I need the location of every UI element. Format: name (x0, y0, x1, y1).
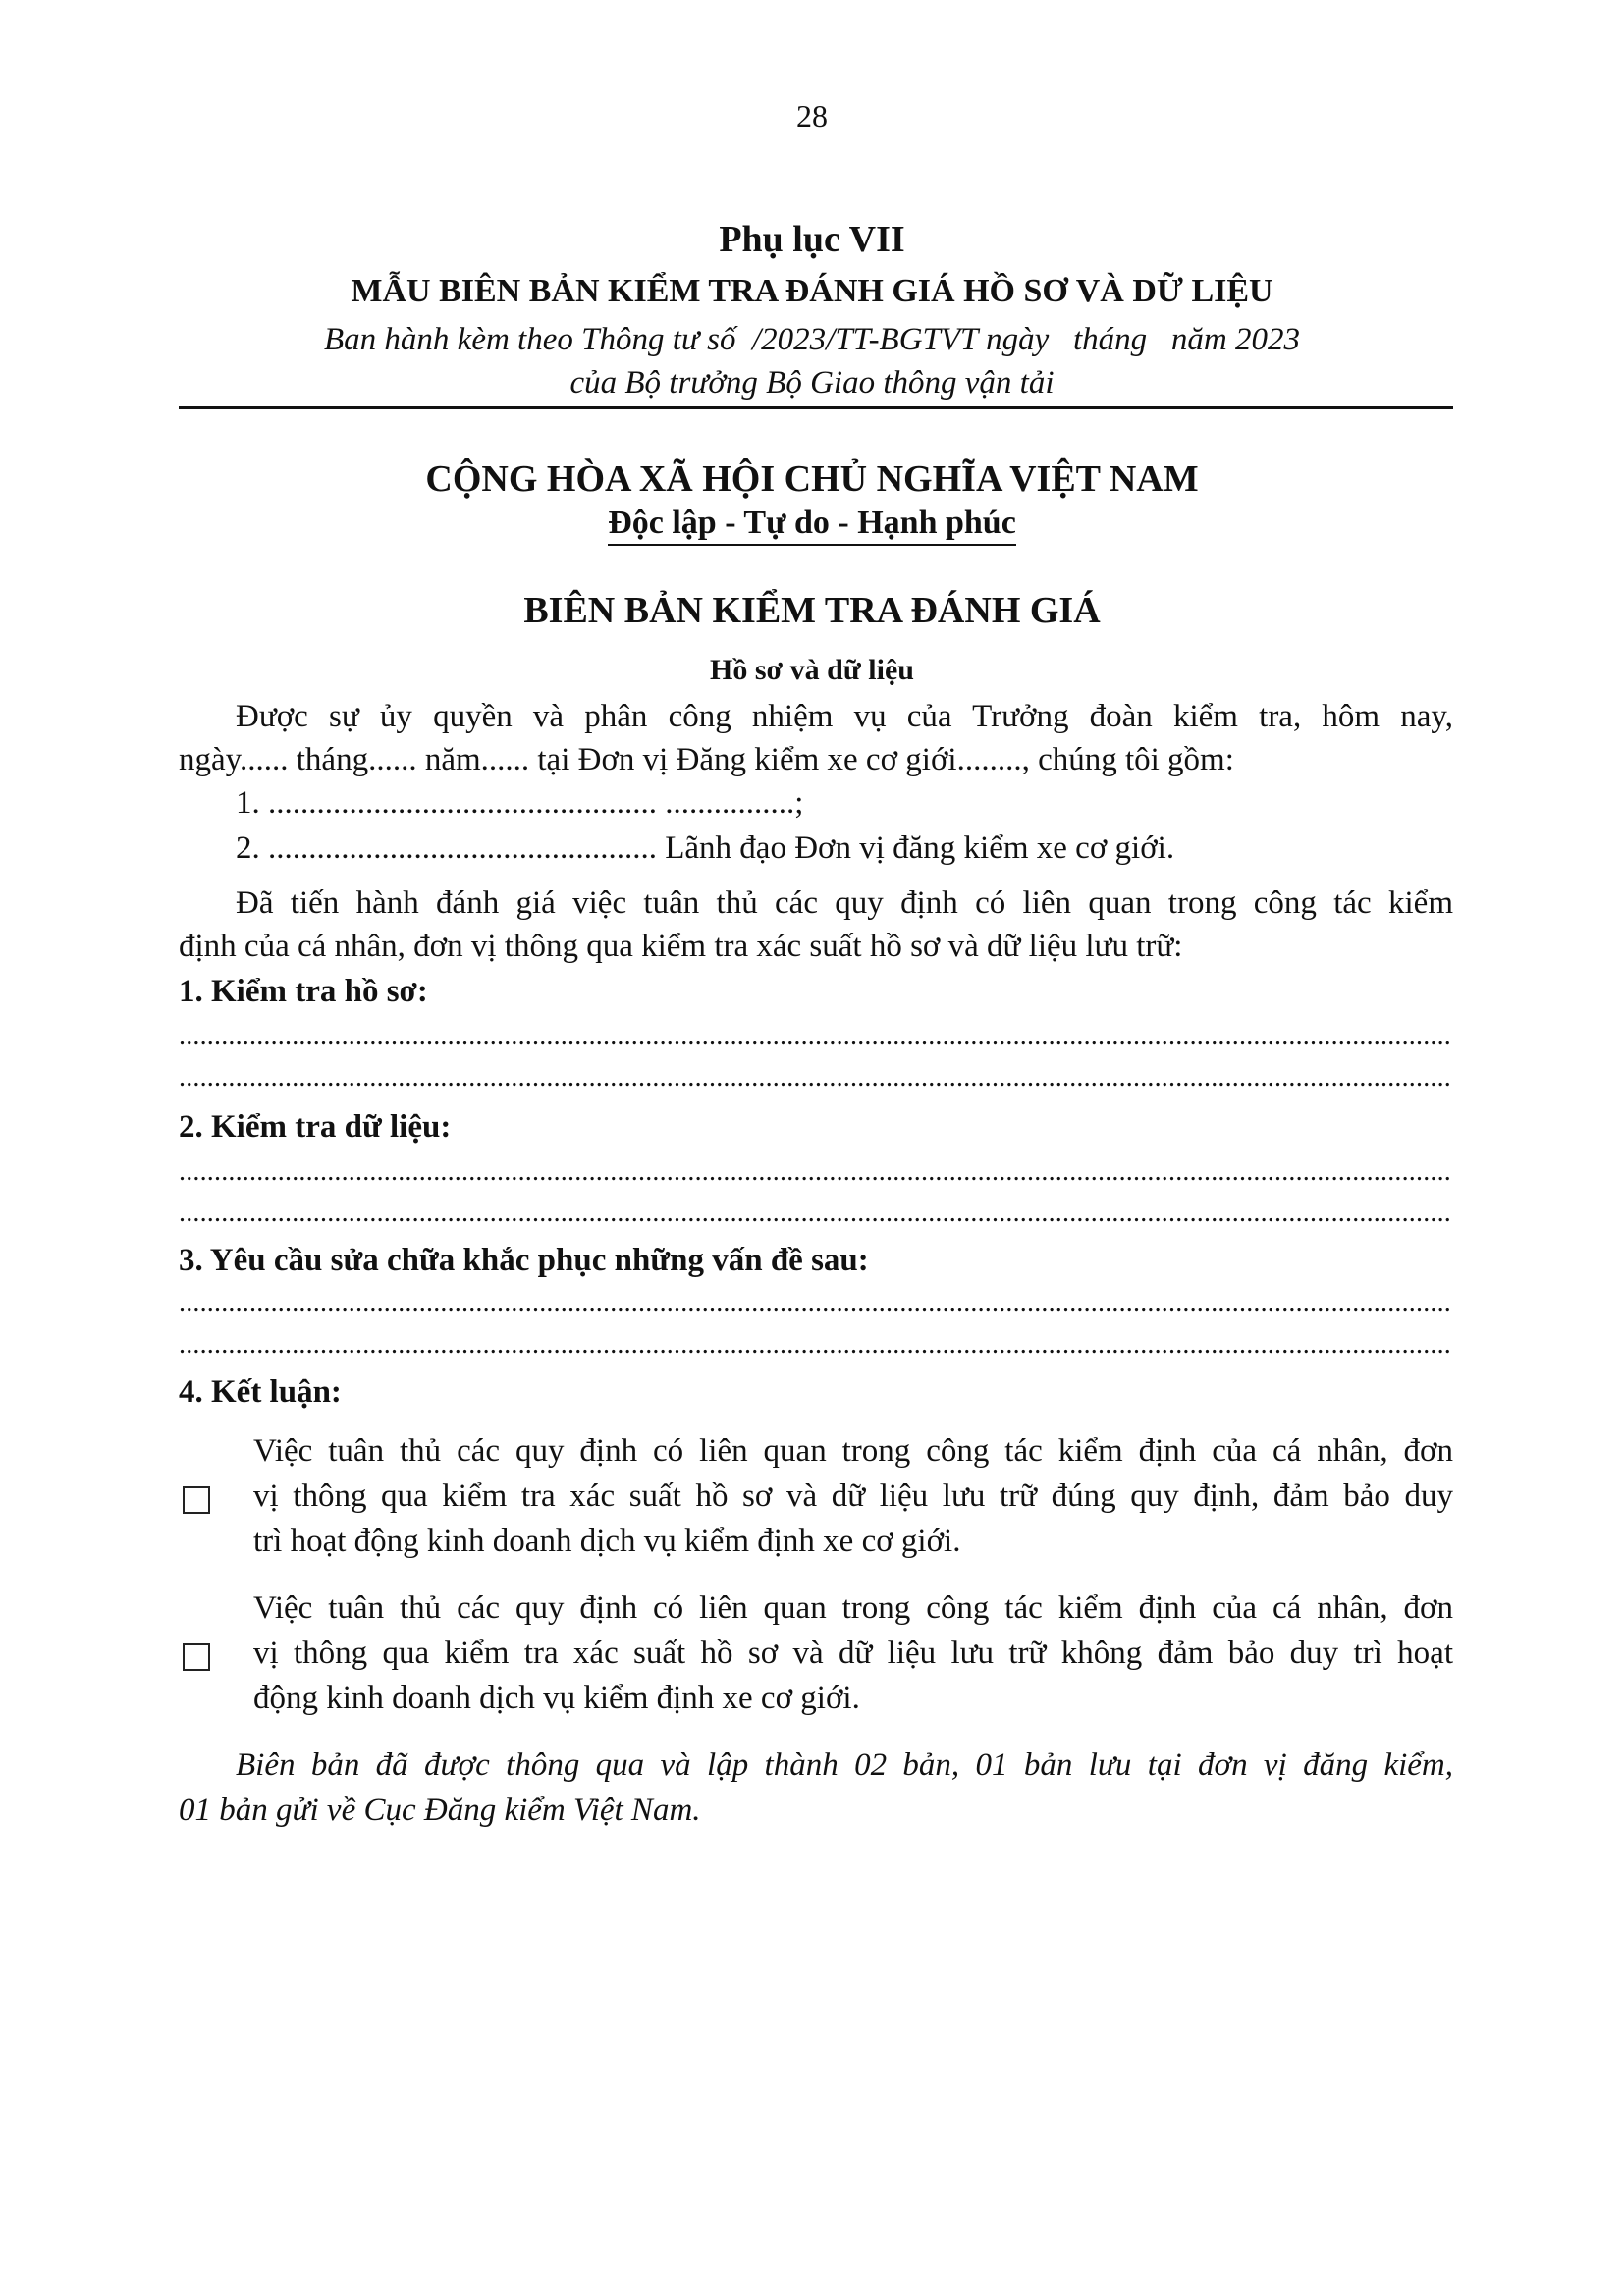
dotted-line: .................................................................................................................................................................................... (179, 1156, 1451, 1187)
conclusion-1-line-2: vị thông qua kiểm tra xác suất hồ sơ và dữ liệu lưu trữ đúng quy định, đảm bảo duy (253, 1478, 1453, 1514)
assessment-line-1: Đã tiến hành đánh giá việc tuân thủ các quy định có liên quan trong công tác kiểm (236, 885, 1453, 921)
dotted-line: .................................................................................................................................................................................... (179, 1329, 1451, 1360)
conclusion-2-line-3: động kinh doanh dịch vụ kiểm định xe cơ giới. (253, 1681, 860, 1716)
section-3-heading: 3. Yêu cầu sửa chữa khắc phục những vấn đề sau: (179, 1243, 869, 1278)
issued-note-line-1: Ban hành kèm theo Thông tư số /2023/TT-BGTVT ngày tháng năm 2023 (324, 322, 1300, 357)
conclusion-1-line-3: trì hoạt động kinh doanh dịch vụ kiểm định xe cơ giới. (253, 1523, 961, 1559)
form-title: MẪU BIÊN BẢN KIỂM TRA ĐÁNH GIÁ HỒ SƠ VÀ DỮ LIỆU (351, 273, 1273, 309)
report-subtitle: Hồ sơ và dữ liệu (710, 654, 914, 686)
closing-line-1: Biên bản đã được thông qua và lập thành 02 bản, 01 bản lưu tại đơn vị đăng kiểm, (236, 1747, 1453, 1783)
conclusion-2-line-2: vị thông qua kiểm tra xác suất hồ sơ và dữ liệu lưu trữ không đảm bảo duy trì hoạt (253, 1635, 1453, 1671)
dotted-line: .................................................................................................................................................................................... (179, 1198, 1451, 1228)
dotted-line: .................................................................................................................................................................................... (179, 1021, 1451, 1051)
conclusion-1-line-1: Việc tuân thủ các quy định có liên quan trong công tác kiểm định của cá nhân, đơn (253, 1433, 1453, 1468)
member-1-line: 1. ................................................ ................; (236, 785, 804, 821)
header-divider (179, 406, 1453, 409)
assessment-line-2: định của cá nhân, đơn vị thông qua kiểm tra xác suất hồ sơ và dữ liệu lưu trữ: (179, 929, 1183, 964)
report-title: BIÊN BẢN KIỂM TRA ĐÁNH GIÁ (523, 590, 1101, 631)
page-number: 28 (796, 98, 828, 133)
dotted-line: .................................................................................................................................................................................... (179, 1062, 1451, 1093)
member-2-line: 2. ................................................ Lãnh đạo Đơn vị đăng kiểm xe cơ giới. (236, 830, 1175, 866)
section-2-heading: 2. Kiểm tra dữ liệu: (179, 1109, 452, 1145)
section-1-heading: 1. Kiểm tra hồ sơ: (179, 974, 428, 1009)
issued-note-line-2: của Bộ trưởng Bộ Giao thông vận tải (569, 365, 1055, 400)
intro-line-1: Được sự ủy quyền và phân công nhiệm vụ của Trưởng đoàn kiểm tra, hôm nay, (236, 699, 1453, 734)
intro-line-2: ngày...... tháng...... năm...... tại Đơn vị Đăng kiểm xe cơ giới........, chúng tôi gồm: (179, 742, 1234, 777)
closing-line-2: 01 bản gửi về Cục Đăng kiểm Việt Nam. (179, 1792, 701, 1828)
conclusion-compliant-checkbox[interactable] (183, 1486, 210, 1514)
national-name: CỘNG HÒA XÃ HỘI CHỦ NGHĨA VIỆT NAM (425, 458, 1199, 500)
conclusion-2-line-1: Việc tuân thủ các quy định có liên quan trong công tác kiểm định của cá nhân, đơn (253, 1590, 1453, 1626)
national-motto: Độc lập - Tự do - Hạnh phúc (608, 505, 1016, 546)
appendix-title: Phụ lục VII (719, 219, 905, 260)
dotted-line: .................................................................................................................................................................................... (179, 1288, 1451, 1318)
conclusion-noncompliant-checkbox[interactable] (183, 1643, 210, 1671)
motto-container (0, 505, 1624, 546)
section-4-heading: 4. Kết luận: (179, 1374, 342, 1410)
